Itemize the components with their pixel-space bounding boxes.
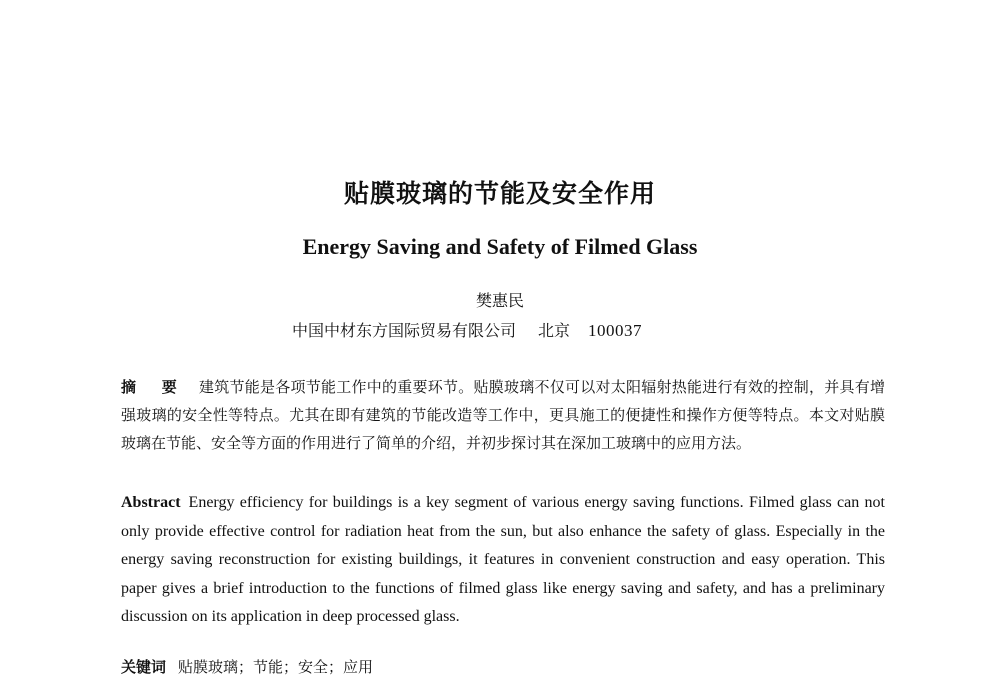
affiliation-organization: 中国中材东方国际贸易有限公司 bbox=[292, 321, 517, 340]
paper-title-english: Energy Saving and Safety of Filmed Glass bbox=[302, 234, 698, 259]
abstract-chinese-text: 建筑节能是各项节能工作中的重要环节。贴膜玻璃不仅可以对太阳辐射热能进行有效的控制，并具有增强玻璃的安全性等特点。尤其在即有建筑的节能改造等工作中，更具施工的便捷性和操作方便等特点。本文对贴膜玻璃在节能、安全等方面的作用进行了简单的介绍，并初步探讨其在深加工玻璃中的应用方法。 bbox=[121, 378, 885, 452]
keywords-text: 贴膜玻璃；节能；安全；应用 bbox=[178, 658, 374, 676]
keywords-label: 关键词 bbox=[121, 658, 167, 676]
abstract-english bbox=[121, 489, 885, 632]
author-affiliation bbox=[292, 318, 642, 344]
paper-title-chinese: 贴膜玻璃的节能及安全作用 bbox=[343, 179, 656, 208]
abstract-chinese bbox=[121, 373, 885, 457]
abstract-chinese-label: 摘 要 bbox=[121, 378, 187, 396]
author-name: 樊惠民 bbox=[475, 291, 524, 310]
abstract-english-label: Abstract bbox=[121, 494, 181, 511]
affiliation-postcode: 100037 bbox=[588, 321, 643, 340]
keywords bbox=[121, 653, 885, 681]
affiliation-city: 北京 bbox=[538, 321, 571, 340]
abstract-english-text: Energy efficiency for buildings is a key segment of various energy saving functions. Filmed glass can not only provide effective control for radiation heat from the sun, but also enhance the safety of glass. Especially in the energy saving reconstruction for existing buildings, it features in convenient construction and easy operation. This paper gives a brief introduction to the functions of filmed glass like energy saving and safety, and has a preliminary discussion on its application in deep processed glass. bbox=[121, 494, 885, 625]
